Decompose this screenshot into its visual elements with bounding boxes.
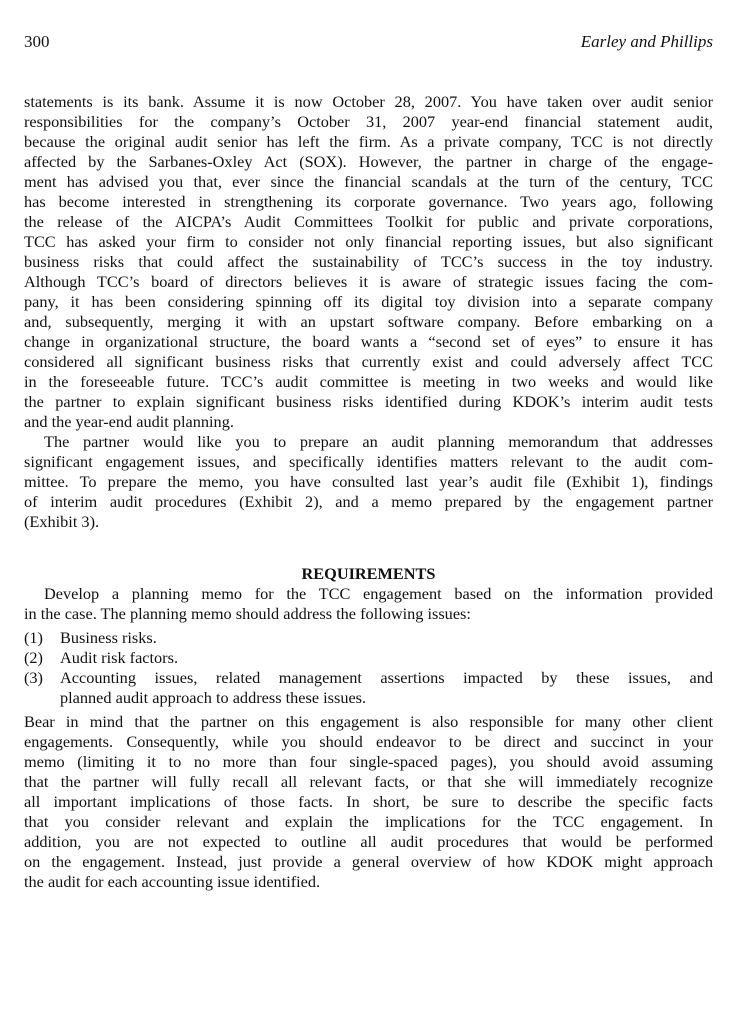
text-line: Develop a planning memo for the TCC engagement based on the information provided bbox=[44, 584, 713, 603]
text-line: Although TCC’s board of directors believes it is aware of strategic issues facing the com- bbox=[24, 272, 713, 291]
text-line: the release of the AICPA’s Audit Committees Toolkit for public and private corporations, bbox=[24, 212, 713, 231]
text-line: business risks that could affect the sustainability of TCC’s success in the toy industry. bbox=[24, 252, 713, 271]
text-line: all important implications of those facts. In short, be sure to describe the specific facts bbox=[24, 792, 713, 811]
text-line: in the case. The planning memo should address the following issues: bbox=[24, 604, 471, 623]
list-number: (2) bbox=[24, 648, 43, 667]
requirements-heading: REQUIREMENTS bbox=[301, 564, 436, 583]
list-text bbox=[60, 648, 713, 668]
requirements-closing bbox=[24, 712, 713, 892]
text-line: because the original audit senior has left the firm. As a private company, TCC is not directly bbox=[24, 132, 713, 151]
page-number: 300 bbox=[24, 32, 50, 51]
list-text bbox=[60, 668, 713, 708]
requirements-list bbox=[24, 628, 713, 708]
text-line: significant engagement issues, and specifically identifies matters relevant to the audit com- bbox=[24, 452, 713, 471]
text-line: mittee. To prepare the memo, you have consulted last year’s audit file (Exhibit 1), findings bbox=[24, 472, 713, 491]
list-item bbox=[24, 648, 713, 668]
text-line: change in organizational structure, the board wants a “second set of eyes” to ensure it has bbox=[24, 332, 713, 351]
text-line: The partner would like you to prepare an audit planning memorandum that addresses bbox=[44, 432, 713, 451]
list-text bbox=[60, 628, 713, 648]
text-line: responsibilities for the company’s October 31, 2007 year-end financial statement audit, bbox=[24, 112, 713, 131]
text-line: Bear in mind that the partner on this engagement is also responsible for many other client bbox=[24, 712, 713, 731]
text-line: affected by the Sarbanes-Oxley Act (SOX). However, the partner in charge of the engage- bbox=[24, 152, 713, 171]
paragraph-2 bbox=[24, 432, 713, 532]
text-line: statements is its bank. Assume it is now October 28, 2007. You have taken over audit senior bbox=[24, 92, 713, 111]
text-line: engagements. Consequently, while you should endeavor to be direct and succinct in your bbox=[24, 732, 713, 751]
text-line: on the engagement. Instead, just provide a general overview of how KDOK might approach bbox=[24, 852, 713, 871]
text-line: that you consider relevant and explain the implications for the TCC engagement. In bbox=[24, 812, 713, 831]
text-line: considered all significant business risks that currently exist and could adversely affect TCC bbox=[24, 352, 713, 371]
text-line: ment has advised you that, ever since the financial scandals at the turn of the century, TCC bbox=[24, 172, 713, 191]
text-line: the audit for each accounting issue identified. bbox=[24, 872, 321, 891]
text-line: TCC has asked your firm to consider not only financial reporting issues, but also significant bbox=[24, 232, 713, 251]
text-line: memo (limiting it to no more than four single-spaced pages), you should avoid assuming bbox=[24, 752, 713, 771]
text-line: of interim audit procedures (Exhibit 2), and a memo prepared by the engagement partner bbox=[24, 492, 713, 511]
text-line: in the foreseeable future. TCC’s audit committee is meeting in two weeks and would like bbox=[24, 372, 713, 391]
text-line: and, subsequently, merging it with an upstart software company. Before embarking on a bbox=[24, 312, 713, 331]
paragraph-1 bbox=[24, 92, 713, 432]
text-line: Accounting issues, related management assertions impacted by these issues, and bbox=[60, 668, 713, 687]
list-number: (3) bbox=[24, 668, 43, 687]
list-item bbox=[24, 628, 713, 648]
text-line: planned audit approach to address these issues. bbox=[60, 688, 367, 707]
list-number: (1) bbox=[24, 628, 43, 647]
text-line: that the partner will fully recall all relevant facts, or that she will immediately recognize bbox=[24, 772, 713, 791]
text-line: and the year-end audit planning. bbox=[24, 412, 234, 431]
text-line: has become interested in strengthening its corporate governance. Two years ago, following bbox=[24, 192, 713, 211]
text-line: the partner to explain significant business risks identified during KDOK’s interim audit tests bbox=[24, 392, 713, 411]
text-line: addition, you are not expected to outline all audit procedures that would be performed bbox=[24, 832, 713, 851]
text-line: pany, it has been considering spinning off its digital toy division into a separate company bbox=[24, 292, 713, 311]
requirements-section bbox=[24, 564, 713, 892]
running-head: Earley and Phillips bbox=[580, 32, 713, 51]
list-item bbox=[24, 668, 713, 708]
text-line: (Exhibit 3). bbox=[24, 512, 100, 531]
text-line: Business risks. bbox=[60, 628, 157, 647]
requirements-intro bbox=[24, 584, 713, 624]
text-line: Audit risk factors. bbox=[60, 648, 179, 667]
